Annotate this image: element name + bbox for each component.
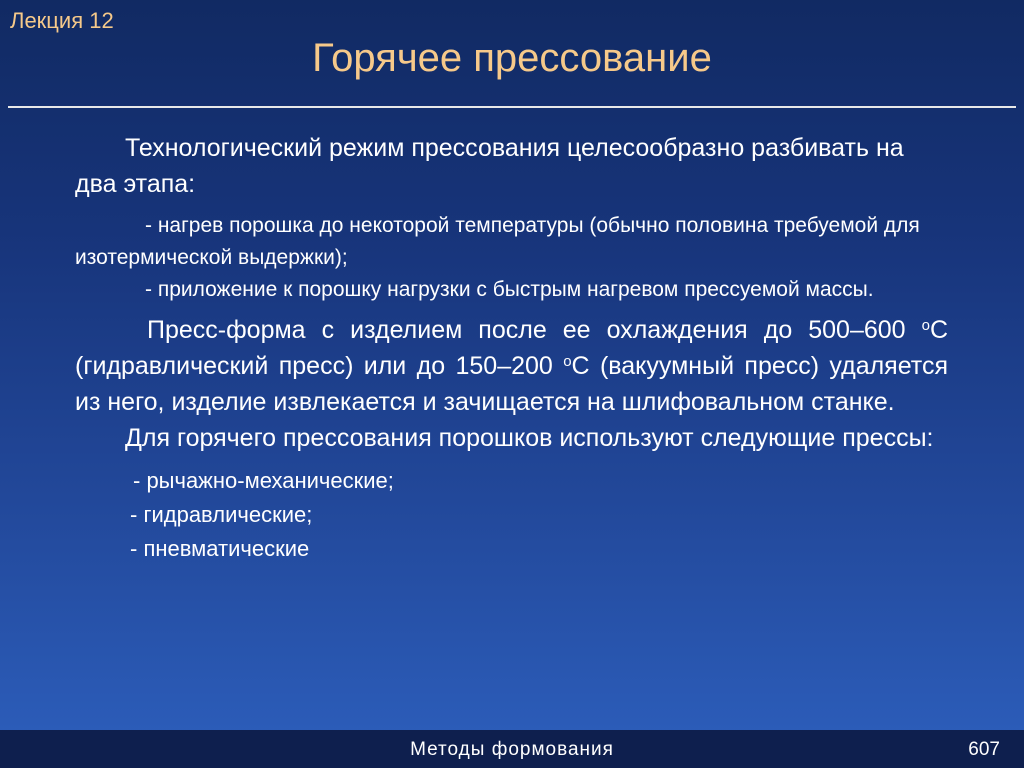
stage-item-heating: - нагрев порошка до некоторой температуры (обычно половина требуемой для изотермической выдержки); [75,214,920,269]
paragraph-presses-intro: Для горячего прессования порошков используют следующие прессы: [125,424,934,452]
page-number: 607 [968,739,1000,760]
lecture-label: Лекция 12 [10,8,114,33]
stage-item-loading: - приложение к порошку нагрузки с быстрым нагревом прессуемой массы. [145,278,874,301]
press-type-item: - пневматические [130,536,310,561]
degree-mark: o [921,316,930,334]
degree-mark: o [563,352,572,370]
footer-course-title: Методы формования [410,739,614,760]
press-type-item: - гидравлические; [130,502,313,527]
title-divider [8,106,1016,108]
mold-text-part-2: С (гидравлический пресс) или до 150–200 [75,316,948,380]
paragraph-mold-removal [75,312,948,420]
mold-text-part-3: С (вакуумный пресс) удаляется из него, изделие извлекается и зачищается на шлифовальном станке. [75,352,949,416]
footer-bar [0,730,1024,768]
press-type-item: - рычажно-механические; [133,468,394,493]
slide-title: Горячее прессование [312,36,712,80]
mold-text-part-1: Пресс-форма с изделием после ее охлаждения до 500–600 [147,316,922,344]
paragraph-stages-intro: Технологический режим прессования целесообразно разбивать на два этапа: [75,134,904,198]
slide-body [75,130,948,566]
